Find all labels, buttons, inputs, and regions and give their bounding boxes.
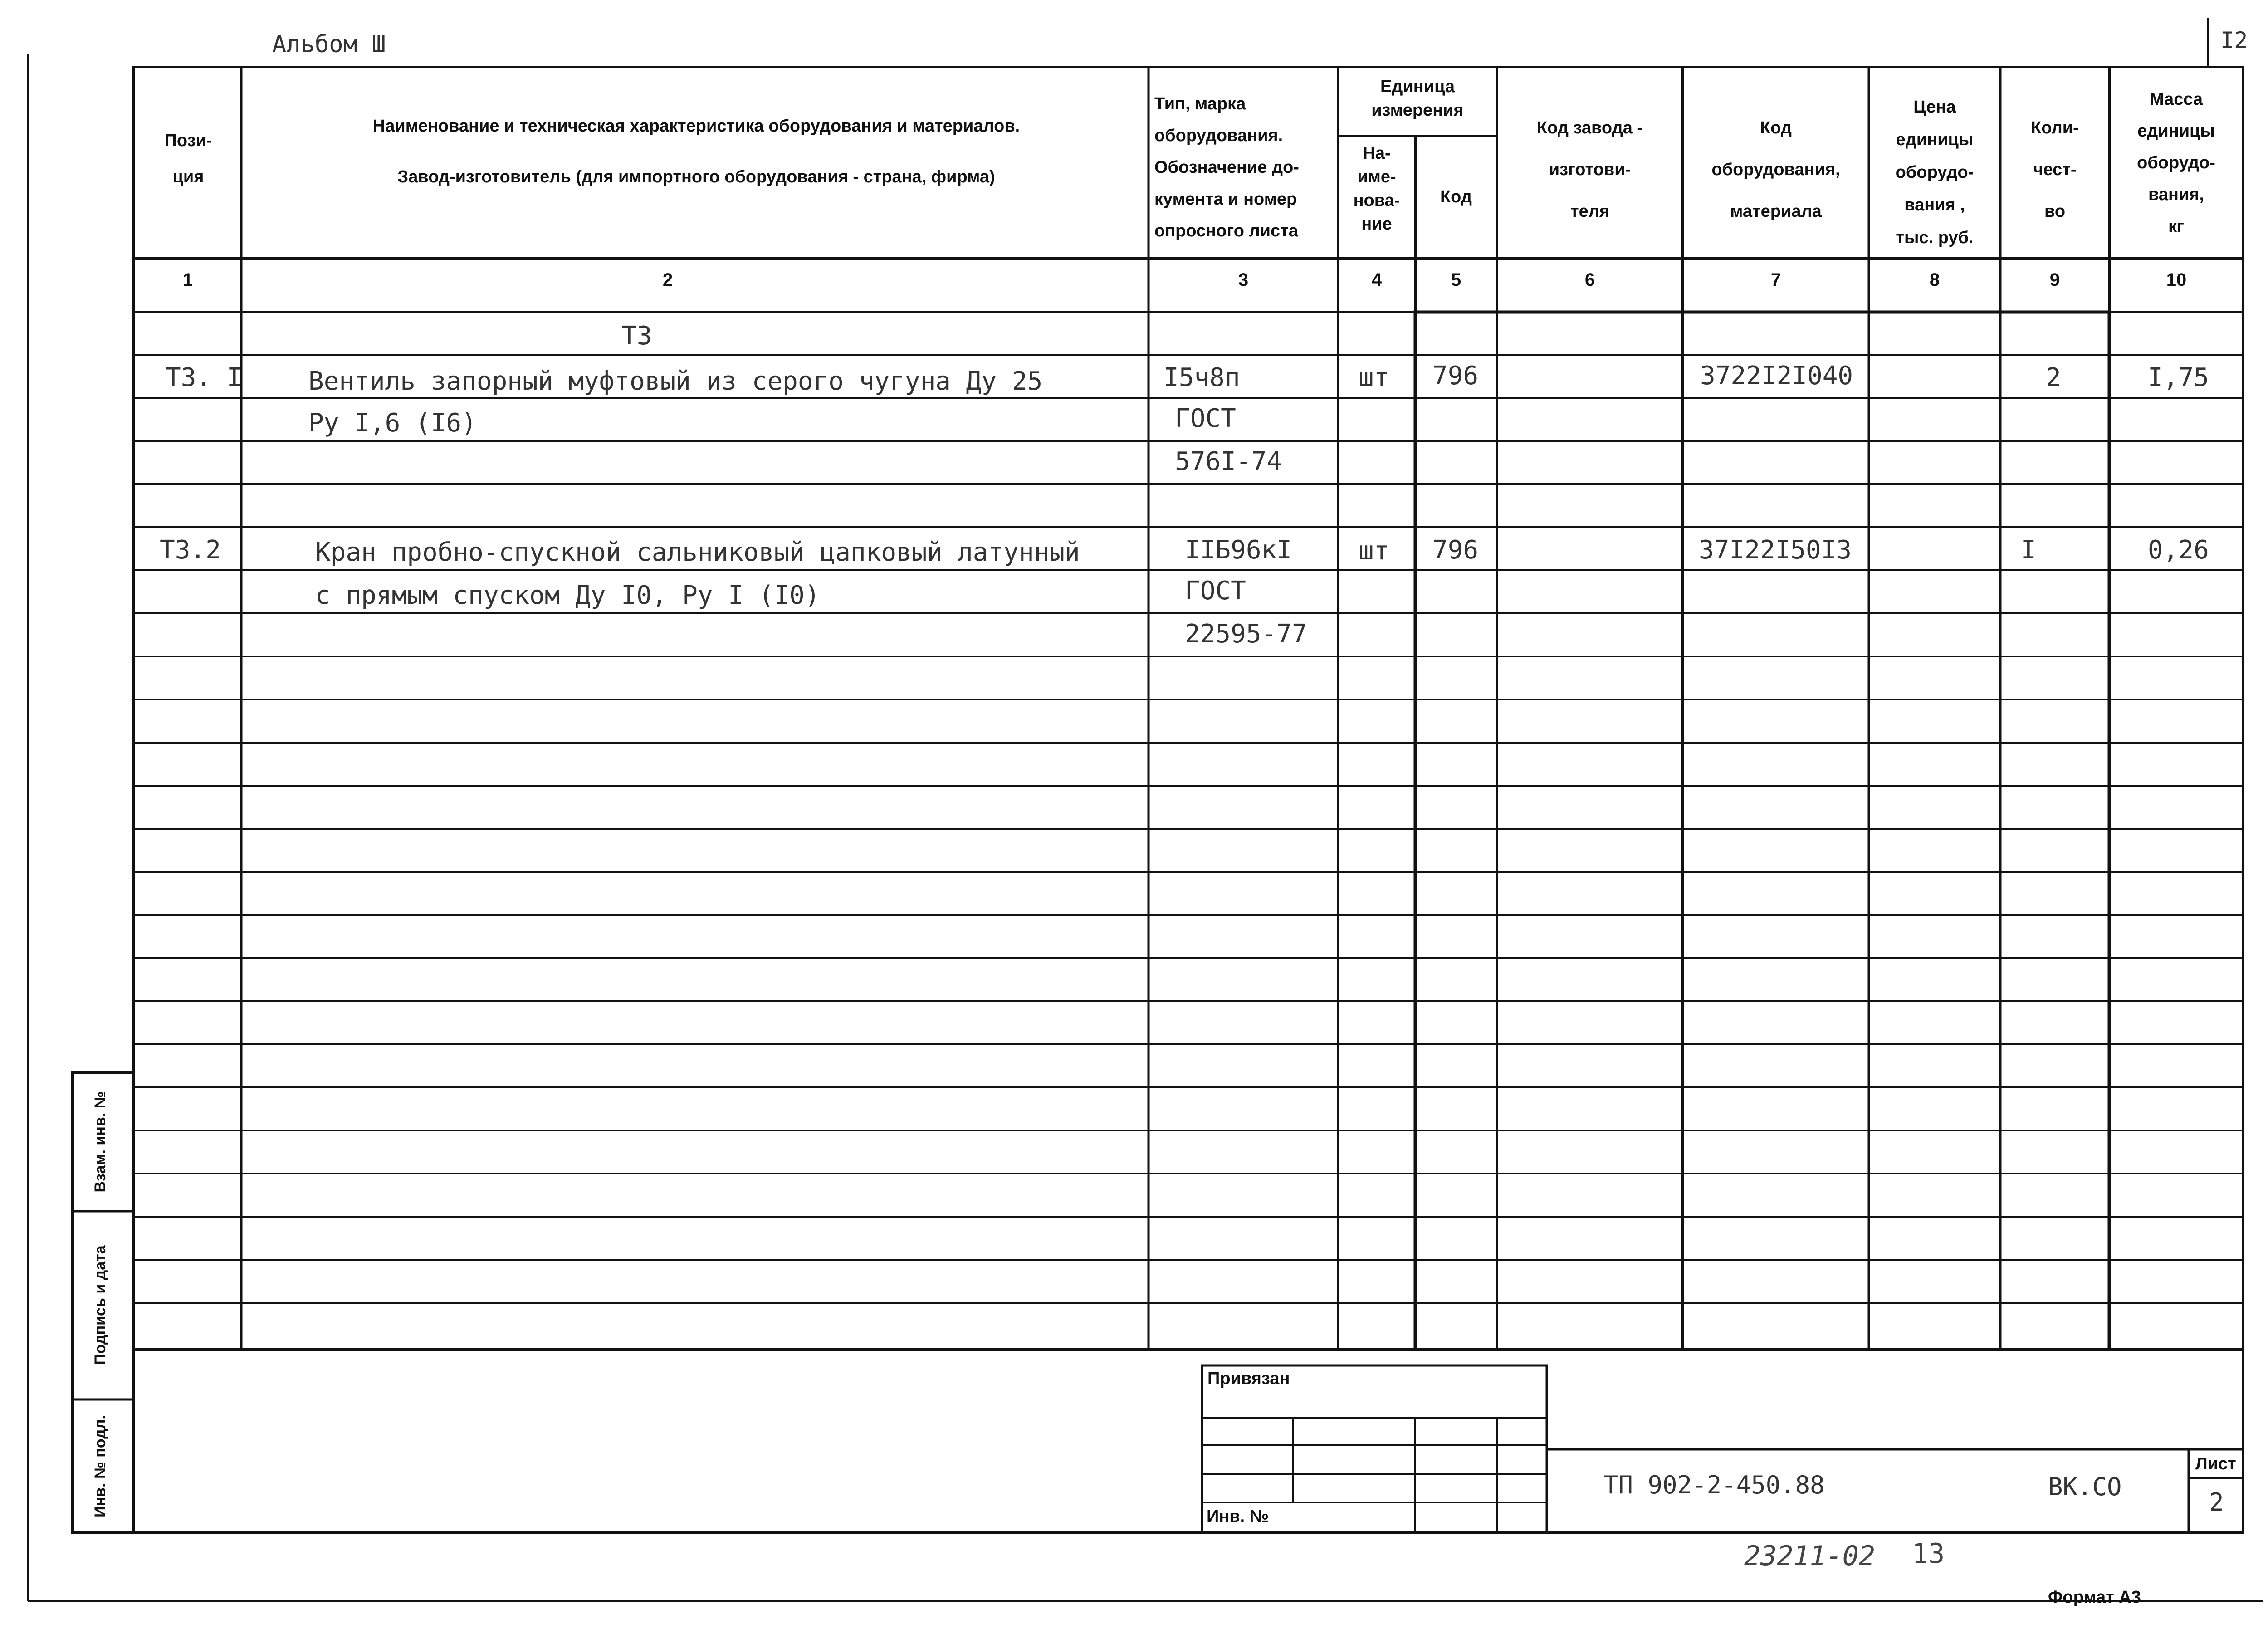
column-number: 10 [2166,270,2187,290]
header-unit-code: Код [1440,187,1472,206]
stamp-doc-code: ТП 902-2-450.88 [1603,1471,1825,1499]
row-equipment-code: 37I22I50I3 [1699,535,1852,565]
column-number: 5 [1451,270,1461,290]
format-label: Формат А3 [2048,1588,2141,1607]
column-number: 6 [1584,270,1595,290]
side-label-inv: Инв. № подл. [92,1415,109,1517]
column-number: 2 [662,270,673,290]
row-type-line3: 576I-74 [1175,447,1282,476]
header-name-line1: Наименование и техническая характеристика оборудования и материалов. [372,117,1020,136]
row-type-line1: IIБ96кI [1185,535,1292,565]
row-unit-code: 796 [1432,535,1479,565]
header-name-line2: Завод-изготовитель (для импортного оборудования - страна, фирма) [397,167,995,186]
row-position: Т3. I [166,363,242,392]
row-name-line2: Ру I,6 (I6) [308,408,477,438]
album-label: Альбом Ш [272,31,386,58]
row-unit-code: 796 [1432,361,1479,391]
handwritten-number: 13 [1912,1538,1945,1570]
stamp-sheet-label: Лист [2195,1454,2236,1473]
handwritten-reference: 23211-02 [1744,1540,1875,1572]
row-mass: 0,26 [2148,535,2209,565]
row-unit: шт [1359,363,1389,392]
row-name-line1: Вентиль запорный муфтовый из серого чугуна Ду 25 [308,367,1043,396]
row-type-line3: 22595-77 [1185,619,1307,649]
row-equipment-code: 3722I2I040 [1700,361,1853,391]
row-position: Т3.2 [160,535,221,565]
header-equipment-code: Код оборудования, материала [1711,118,1840,221]
stamp-inv-no: Инв. № [1207,1507,1269,1526]
column-number: 4 [1371,270,1382,290]
column-number: 1 [182,270,193,290]
header-unit-group: Единица измерения [1371,77,1464,120]
page-number: I2 [2220,27,2248,54]
row-type-line2: ГОСТ [1175,404,1236,433]
row-quantity: I [2021,535,2036,565]
row-name-line2: с прямым спуском Ду I0, Ру I (I0) [315,581,820,610]
row-type-line1: I5ч8п [1163,363,1240,392]
side-label-podpis: Подпись и дата [92,1245,109,1365]
row-mass: I,75 [2148,363,2209,392]
column-number: 9 [2049,270,2060,290]
row-unit: шт [1359,536,1389,566]
column-number: 8 [1929,270,1940,290]
header-quantity: Коли- чест- во [2031,118,2079,221]
column-number: 7 [1770,270,1781,290]
stamp-sheet-number: 2 [2209,1488,2224,1517]
section-title: Т3 [621,321,652,351]
header-position: Пози- ция [164,131,212,186]
stamp-privyazan: Привязан [1207,1369,1290,1388]
row-type-line2: ГОСТ [1185,576,1246,606]
stamp-section: ВК.СО [2048,1473,2122,1501]
header-unit-name: На- име- нова- ние [1353,144,1400,234]
side-label-vzam: Взам. инв. № [92,1091,109,1193]
row-quantity: 2 [2046,363,2061,392]
column-number: 3 [1238,270,1249,290]
header-type: Тип, марка оборудования. Обозначение до- кумента и номер опросного листа [1154,94,1299,240]
header-price: Цена единицы оборудо- вания , тыс. руб. [1895,98,1974,247]
header-factory-code: Код завода - изготови- теля [1536,118,1643,221]
row-name-line1: Кран пробно-спускной сальниковый цапковый латунный [315,538,1080,567]
header-mass: Масса единицы оборудо- вания, кг [2137,90,2215,236]
